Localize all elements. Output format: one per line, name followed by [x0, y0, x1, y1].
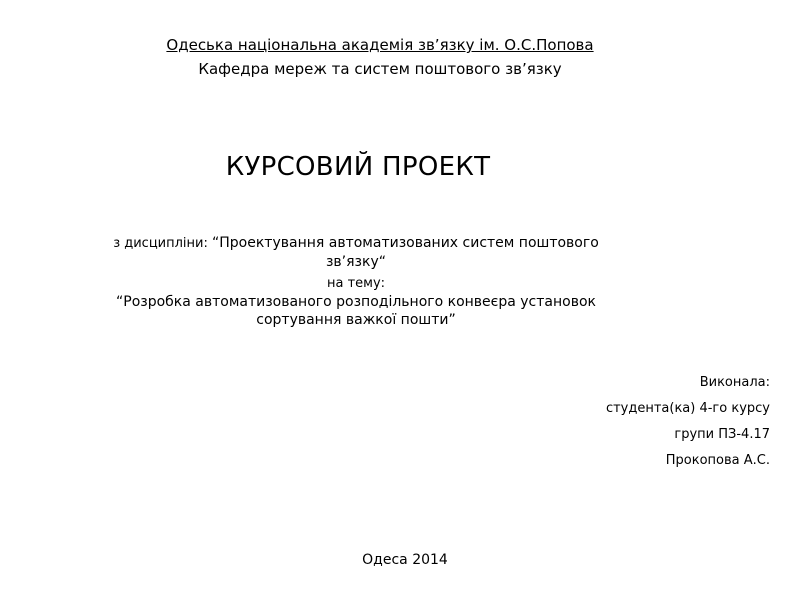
- city-year: Одеса 2014: [362, 552, 448, 568]
- topic-line-1: “Розробка автоматизованого розподільного конвеєра установок: [116, 294, 596, 310]
- academy-name: Одеська національна академія зв’язку ім. О.С.Попова: [166, 36, 594, 54]
- performed-label: Виконала:: [699, 375, 770, 390]
- document-title: КУРСОВИЙ ПРОЕКТ: [225, 152, 491, 182]
- discipline-prefix: з дисципліни:: [113, 236, 212, 251]
- topic-block: [86, 234, 626, 329]
- topic-prefix: на тему:: [326, 276, 386, 291]
- author-block: [606, 370, 770, 474]
- topic-line-2: сортування важкої пошти”: [256, 312, 456, 328]
- student-course: студента(ка) 4-го курсу: [605, 401, 770, 416]
- discipline-name-part-2: зв’язку“: [325, 254, 386, 270]
- department-name: Кафедра мереж та систем поштового зв’язку: [198, 60, 562, 78]
- discipline-name-part-1: “Проектування автоматизованих систем поштового: [212, 235, 599, 251]
- student-group: групи ПЗ-4.17: [674, 427, 770, 442]
- discipline-line-1: [86, 234, 626, 253]
- student-name: Прокопова А.С.: [665, 453, 770, 468]
